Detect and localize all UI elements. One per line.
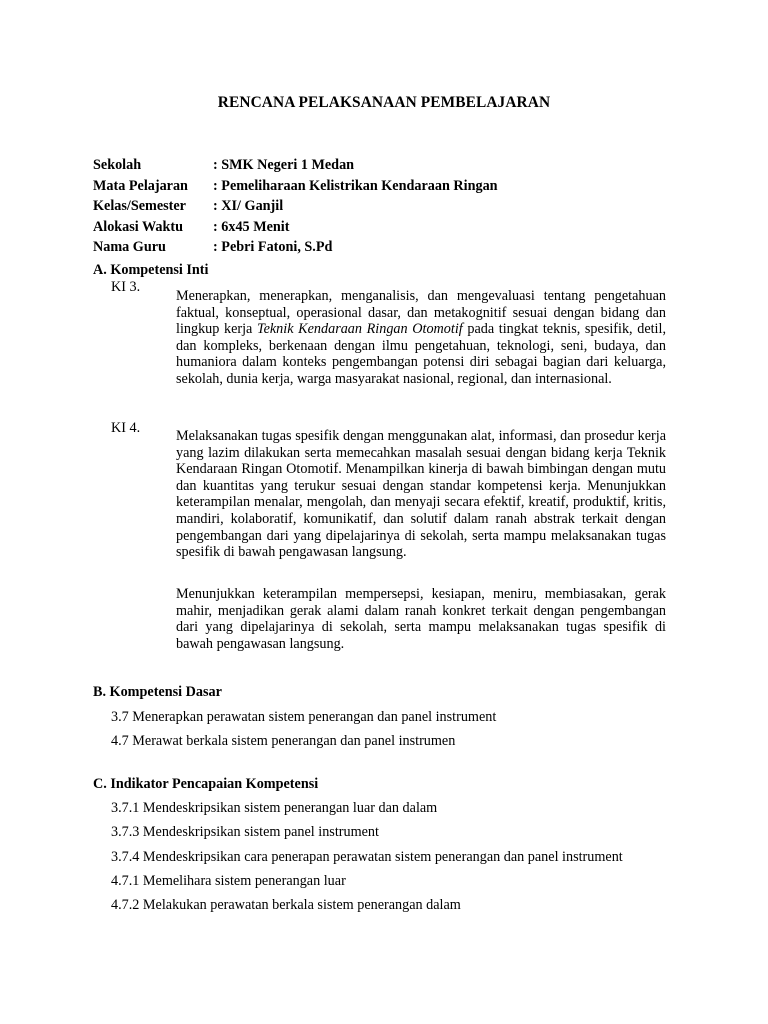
document-title: RENCANA PELAKSANAAN PEMBELAJARAN: [217, 94, 551, 111]
info-label: Alokasi Waktu: [93, 218, 184, 235]
ki3-paragraph: [176, 288, 666, 388]
ki3-text-before: Menerapkan, menerapkan, menganalisis, dan mengevaluasi tentang pengetahuan faktual, konseptual, operasional dasar, dan metakognitif sesuai dengan bidang dan lingkup kerja: [176, 288, 666, 338]
identity-table: [93, 155, 498, 258]
info-label: Mata Pelajaran: [93, 177, 188, 194]
ki3-label: KI 3.: [111, 279, 141, 295]
info-row-nama-guru: [93, 237, 498, 258]
info-value: : Pemeliharaan Kelistrikan Kendaraan Ringan: [213, 177, 498, 194]
info-value: : SMK Negeri 1 Medan: [213, 157, 355, 173]
info-row-mata-pelajaran: [93, 176, 498, 197]
info-value: : XI/ Ganjil: [213, 198, 284, 214]
section-c-heading: C. Indikator Pencapaian Kompetensi: [93, 776, 319, 792]
ki4-label: KI 4.: [111, 420, 141, 436]
ki4-paragraph-1: Melaksanakan tugas spesifik dengan menggunakan alat, informasi, dan prosedur kerja yang lazim dilakukan serta memecahkan masalah sesuai dengan bidang kerja Teknik Kendaraan Ringan Otomotif. Menampilkan kinerja di bawah bimbingan dengan mutu dan kuantitas yang terukur sesuai dengan standar kompetensi kerja. Menunjukkan keterampilan menalar, mengolah, dan menyaji secara efektif, kreatif, produktif, kritis, mandiri, kolaboratif, komunikatif, dan solutif dalam ranah abstrak terkait dengan pengembangan dari yang dipelajarinya di sekolah, serta mampu melaksanakan tugas spesifik di bawah pengawasan langsung.: [176, 428, 666, 561]
info-row-sekolah: [93, 155, 498, 176]
ki4-paragraph-2: Menunjukkan keterampilan mempersepsi, kesiapan, meniru, membiasakan, gerak mahir, menjadikan gerak alami dalam ranah konkret terkait dengan pengembangan dari yang dipelajarinya di sekolah, serta mampu melaksanakan tugas spesifik di bawah pengawasan langsung.: [176, 586, 666, 652]
info-label: Nama Guru: [93, 239, 166, 255]
section-b-heading: B. Kompetensi Dasar: [93, 684, 222, 700]
indicator-item: 3.7.1 Mendeskripsikan sistem penerangan luar dan dalam: [111, 800, 438, 816]
info-label: Sekolah: [93, 157, 142, 173]
indicator-item: 4.7.1 Memelihara sistem penerangan luar: [111, 873, 346, 889]
indicator-item: 3.7.4 Mendeskripsikan cara penerapan perawatan sistem penerangan dan panel instrument: [111, 849, 623, 865]
info-value: : 6x45 Menit: [213, 218, 290, 235]
kd-item: 3.7 Menerapkan perawatan sistem penerangan dan panel instrument: [111, 709, 497, 725]
kd-item: 4.7 Merawat berkala sistem penerangan dan panel instrumen: [111, 733, 456, 749]
info-label: Kelas/Semester: [93, 198, 186, 214]
ki3-text-italic: Teknik Kendaraan Ringan Otomotif: [257, 321, 463, 338]
info-value: : Pebri Fatoni, S.Pd: [213, 239, 333, 255]
info-row-kelas-semester: [93, 196, 498, 217]
section-a-heading: A. Kompetensi Inti: [93, 262, 209, 278]
info-row-alokasi-waktu: [93, 217, 498, 238]
indicator-item: 4.7.2 Melakukan perawatan berkala sistem penerangan dalam: [111, 897, 461, 913]
ki3-text-after: pada tingkat teknis, spesifik, detil, dan kompleks, berkenaan dengan ilmu pengetahuan, teknologi, seni, budaya, dan humaniora dalam konteks pengembangan potensi diri sebagai bagian dari keluarga, sekolah, dunia kerja, warga masyarakat nasional, regional, dan internasional.: [176, 321, 666, 387]
indicator-item: 3.7.3 Mendeskripsikan sistem panel instrument: [111, 824, 379, 840]
